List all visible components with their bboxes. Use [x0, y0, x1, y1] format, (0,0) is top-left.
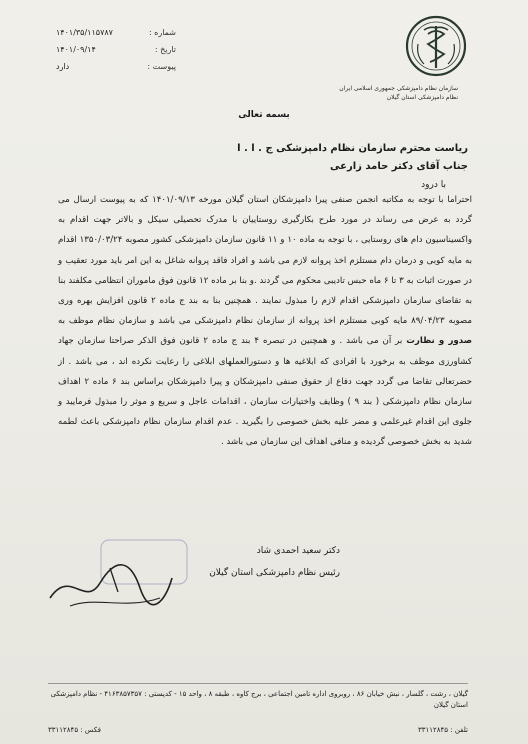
addressee-line1: ریاست محترم سازمان نظام دامپزشکی ج . ا . ا — [237, 143, 468, 154]
letter-body — [58, 190, 472, 453]
organization-name-line1: سازمان نظام دامپزشکی جمهوری اسلامی ایران — [339, 85, 458, 92]
footer-contact — [48, 725, 468, 736]
addressee-line2: جناب آقای دکتر حامد زارعی — [330, 161, 468, 172]
handwritten-signature — [40, 548, 180, 618]
letter-attachment-label: پیوست : — [147, 62, 176, 71]
footer-fax: فکس : ۳۳۱۱۲۸۴۵ — [48, 726, 102, 734]
organization-name — [318, 84, 458, 102]
organization-name-line2: نظام دامپزشکی استان گیلان — [386, 94, 458, 101]
signatory-title: رئیس نظام دامپزشکی استان گیلان — [209, 568, 340, 578]
footer-address: گیلان ، رشت ، گلسار ، نبش خیابان ۸۶ ، روبروی اداره تامین اجتماعی ، برج کاوه ، طبقه ۸ ، واحد ۱۵ - کدپستی : ۴۱۶۳۸۵۷۳۵۷ - نظام دامپزشکی استان گیلان — [50, 690, 468, 709]
caduceus-emblem-icon — [404, 14, 468, 78]
salutation: با درود — [421, 180, 446, 190]
signatory-name: دکتر سعید احمدی شاد — [256, 546, 340, 556]
letter-number-value: ۱۴۰۱/۳۵/۱۱۵۷۸۷ — [56, 28, 113, 37]
addressee-block — [168, 140, 468, 194]
footer-phone: تلفن : ۳۳۱۱۲۸۴۵ — [417, 726, 468, 734]
letter-footer — [48, 683, 468, 736]
letter-attachment-row — [56, 62, 176, 71]
letter-attachment-value: دارد — [56, 62, 70, 71]
letter-number-label: شماره : — [148, 28, 176, 37]
letter-body-text: احتراما با توجه به مکاتبه انجمن صنفی پیرا دامپزشکان استان گیلان مورخه ۱۴۰۱/۰۹/۱۳ که به پیوست ارسال می گردد به عرض می رساند در مورد طرح بکارگیری روستاییان با مدرک تحصیلی سیکل و بالاتر جهت اقدام به واکسیناسیون دام های روستایی ، با توجه به ماده ۱۰ و ۱۱ قانون سازمان دامپزشکی کشور مصوبه ۱۳۵۰/۰۳/۲۴ اقدام به مایه کوبی و درمان دام مستلزم اخذ پروانه لازم می باشد و افراد فاقد پروانه شاغل به این امر باید مورد تعقیب و در صورت اثبات به ۳ تا ۶ ماه حبس تادیبی محکوم می گردند .و بنا بر ماده ۱۲ قانون فوق ماموران انتظامی مکلفند بنا به تقاضای سازمان دامپزشکی اقدام لازم را مبذول نمایند . همچنین بنا به بند ج ماده ۲ قانون افزایش بهره وری مصوبه ۸۹/۰۴/۲۳ مایه کوبی مستلزم اخذ پروانه از سازمان نظام دامپزشکی می باشد و سازمان نظام موظف به — [58, 195, 472, 327]
letter-body-text-tail: بر آن می باشد . و همچنین در تبصره ۴ بند ج ماده ۲ قانون فوق الذکر صراحتا سازمان جهاد کشاورزی موظف به برخورد با افرادی که ابلاغیه ها و دستورالعملهای ابلاغی را رعایت نکرده اند ، می باشد . از حضرتعالی تقاضا می گردد جهت دفاع از حقوق صنفی دامپزشکان و پیرا دامپزشکان براساس بند ۶ ماده ۲ اهداف سازمان نظام دامپزشکی ( بند ۹ ) وظایف واختیارات سازمان ، اقدامات عاجل و سریع و موثر را مبذول فرمایید و جلوی این اقدام غیرعلمی و مضر علیه بخش خصوصی را بگیرید . عدم اقدام سازمان نظام دامپزشکی باعث لطمه شدید به بخش خصوصی گردیده و منافی اهداف این سازمان می باشد . — [58, 336, 473, 448]
letter-date-label: تاریخ : — [154, 45, 176, 54]
letter-body-bold-phrase: صدور و نظارت — [406, 336, 473, 347]
letter-meta — [56, 28, 176, 79]
letter-date-row — [56, 45, 176, 54]
letter-date-value: ۱۴۰۱/۰۹/۱۴ — [56, 45, 96, 54]
letter-number-row — [56, 28, 176, 37]
bismillah-heading: بسمه تعالی — [238, 110, 290, 120]
